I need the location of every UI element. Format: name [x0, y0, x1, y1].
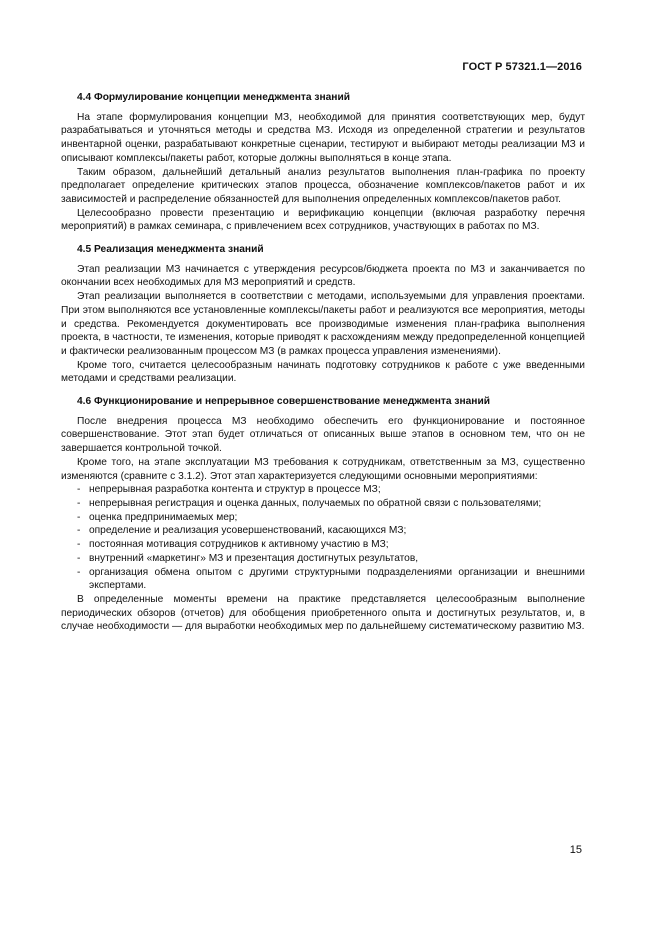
- paragraph: Кроме того, считается целесообразным начинать подготовку сотрудников к работе с уже введенными методами и средствами реализации.: [61, 359, 585, 385]
- paragraph: На этапе формулирования концепции МЗ, необходимой для принятия соответствующих мер, будут разрабатываться и уточняться методы и средства МЗ. Исходя из определенной стратегии и результатов инвентарной оценки, разрабатывают конкретные сценарии, тестируют и выбирают методы реализации МЗ и описывают комплексы/пакеты работ, которые должны выполняться в конце этапа.: [61, 111, 585, 164]
- list-item: [61, 511, 585, 525]
- dash-bullet: -: [77, 539, 81, 551]
- section-heading: 4.6 Функционирование и непрерывное совершенствование менеджмента знаний: [77, 396, 490, 408]
- paragraph: После внедрения процесса МЗ необходимо обеспечить его функционирование и постоянное совершенствование. Этот этап будет отличаться от описанных выше этапов в основном тем, что он не завершается контрольной точкой.: [61, 415, 585, 455]
- standard-header: ГОСТ Р 57321.1—2016: [462, 61, 582, 73]
- dash-bullet: -: [77, 511, 81, 523]
- section-4-4: [61, 91, 585, 234]
- list-item-text: непрерывная регистрация и оценка данных, получаемых по обратной связи с пользователями;: [89, 497, 542, 509]
- list-item-text: непрерывная разработка контента и структур в процессе МЗ;: [89, 484, 381, 496]
- list-item-text: внутренний «маркетинг» МЗ и презентация достигнутых результатов,: [89, 552, 419, 564]
- dash-bullet: -: [77, 484, 81, 496]
- paragraph: Этап реализации выполняется в соответствии с методами, используемыми для управления проектами. При этом выполняются все установленные комплексы/пакеты работ и реализуются все мероприятия, методы и средства. Рекомендуется документировать все производимые изменения план-графика выполнения проекта, в частности, те изменения, которые приводят к расхождениям между предопределенной концепцией и фактически реализованным процессом МЗ (в рамках процесса управления изменениями).: [61, 291, 585, 357]
- section-heading: 4.5 Реализация менеджмента знаний: [77, 244, 264, 256]
- paragraph: Целесообразно провести презентацию и верификацию концепции (включая разработку перечня мероприятий) в рамках семинара, с привлечением всех сотрудников, участвующих в работах по МЗ.: [61, 207, 585, 233]
- paragraph: Этап реализации МЗ начинается с утверждения ресурсов/бюджета проекта по МЗ и заканчивается по окончании всех необходимых для МЗ мероприятий и средств.: [61, 263, 585, 289]
- dash-bullet: -: [77, 525, 81, 537]
- list-item: [61, 483, 585, 497]
- list-item: [61, 566, 585, 593]
- page-number: 15: [569, 844, 582, 856]
- section-heading: 4.4 Формулирование концепции менеджмента знаний: [77, 92, 350, 103]
- activities-list: [61, 483, 585, 593]
- list-item: [61, 524, 585, 538]
- list-item-text: организация обмена опытом с другими структурными подразделениями организации и внешними экспертами.: [89, 566, 585, 592]
- list-item-text: постоянная мотивация сотрудников к активному участию в МЗ;: [89, 539, 389, 551]
- paragraph: В определенные моменты времени на практике представляется целесообразным выполнение периодических обзоров (отчетов) для обобщения приобретенного опыта и достигнутых результатов, и, в случае необходимости — для выработки необходимых мер по дальнейшему систематическому развитию МЗ.: [61, 593, 585, 633]
- list-item-text: определение и реализация усовершенствований, касающихся МЗ;: [89, 525, 407, 537]
- dash-bullet: -: [77, 552, 81, 564]
- document-body: [61, 91, 585, 634]
- list-item: [61, 497, 585, 511]
- list-item-text: оценка предпринимаемых мер;: [89, 511, 238, 523]
- list-item: [61, 552, 585, 566]
- section-4-6: [61, 395, 585, 634]
- dash-bullet: -: [77, 566, 81, 578]
- dash-bullet: -: [77, 497, 81, 509]
- paragraph: Кроме того, на этапе эксплуатации МЗ требования к сотрудникам, ответственным за МЗ, существенно изменяются (сравните с 3.1.2). Этот этап характеризуется следующими основными мероприятиями:: [61, 456, 585, 482]
- paragraph: Таким образом, дальнейший детальный анализ результатов выполнения план-графика по проекту предполагает определение критических этапов процесса, обозначение комплексов/пакетов работ и их зависимостей и распределение обязанностей для выполнения определенных комплексов/пакетов работ.: [61, 166, 585, 205]
- list-item: [61, 538, 585, 552]
- section-4-5: [61, 243, 585, 386]
